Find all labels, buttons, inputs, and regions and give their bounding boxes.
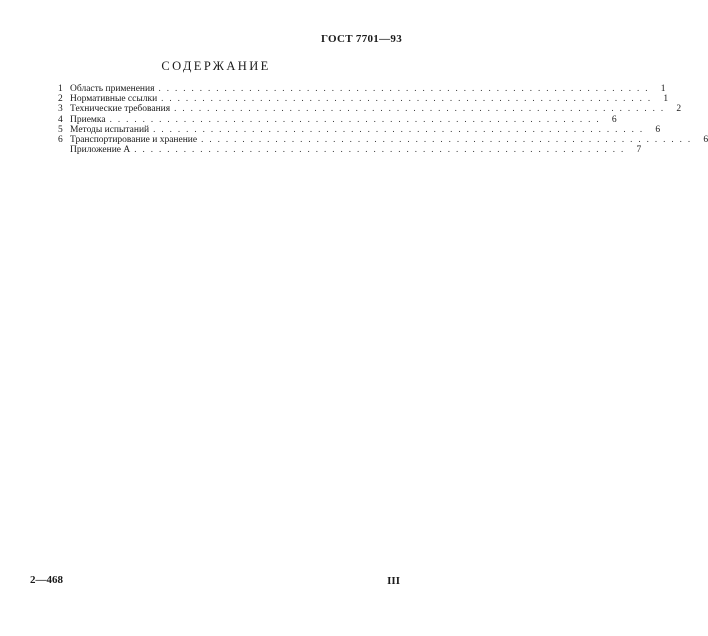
toc-entry-number: 6	[58, 134, 63, 145]
toc-entry-label: Нормативные ссылки	[70, 94, 158, 105]
toc-entry-page: 6	[703, 134, 708, 145]
toc-dot-leader: ............................................................	[201, 133, 697, 144]
table-of-contents	[58, 83, 708, 156]
toc-entry[interactable]	[58, 123, 661, 135]
toc-entry-number: 1	[58, 84, 63, 94]
toc-entry-number: 5	[58, 124, 63, 135]
toc-entry-page: 7	[636, 145, 642, 156]
toc-entry-number: 2	[58, 94, 63, 105]
footer-sheet-code: 2—468	[30, 574, 63, 586]
toc-entry-label: Приложение А	[70, 145, 131, 156]
toc-entry-label: Технические требования	[70, 104, 171, 115]
toc-entry-page: 6	[611, 114, 617, 125]
toc-dot-leader: ............................................................	[153, 123, 649, 134]
toc-dot-leader: ............................................................	[109, 113, 605, 124]
toc-entry[interactable]	[58, 133, 708, 145]
toc-entry[interactable]	[58, 83, 666, 94]
document-code: ГОСТ 7701—93	[320, 33, 402, 45]
toc-entry-label: Область применения	[70, 84, 155, 94]
footer-page-number: III	[387, 575, 400, 587]
toc-entry-page: 2	[676, 104, 682, 115]
toc-entry-label: Методы испытаний	[70, 124, 150, 135]
toc-dot-leader: ............................................................	[161, 93, 657, 104]
toc-entry-page: 6	[655, 124, 661, 135]
toc-dot-leader: ............................................................	[174, 103, 670, 114]
toc-entry[interactable]	[58, 113, 617, 125]
toc-entry-number: 4	[58, 114, 63, 125]
toc-entry-label: Приемка	[70, 114, 106, 125]
toc-entry-page: 1	[663, 94, 669, 105]
toc-entry-label: Транспортирование и хранение	[70, 134, 198, 145]
toc-entry-page: 1	[660, 84, 666, 94]
toc-dot-leader: ............................................................	[134, 144, 630, 155]
toc-entry[interactable]	[58, 144, 642, 156]
toc-entry[interactable]	[58, 93, 669, 105]
toc-entry[interactable]	[58, 103, 682, 115]
toc-dot-leader: ............................................................	[158, 83, 654, 93]
toc-title: СОДЕРЖАНИЕ	[161, 59, 271, 73]
toc-entry-number: 3	[58, 104, 63, 115]
